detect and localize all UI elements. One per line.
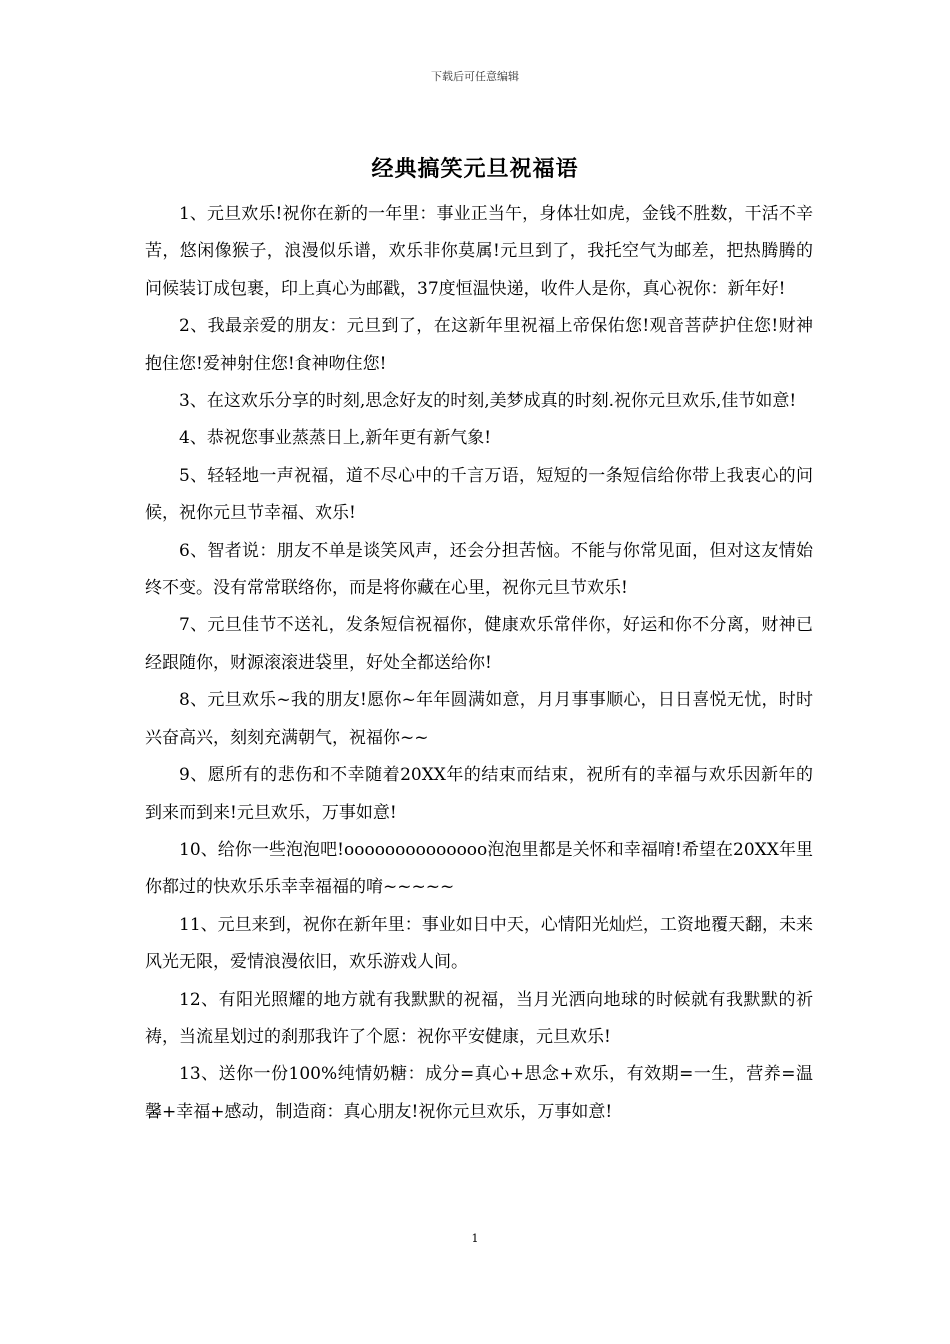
paragraph-5: 5、轻轻地一声祝福，道不尽心中的千言万语，短短的一条短信给你带上我衷心的问候，祝你元旦节幸福、欢乐!	[145, 465, 813, 524]
document-body	[145, 196, 813, 1131]
page-number: 1	[471, 1232, 479, 1245]
paragraph-9: 9、愿所有的悲伤和不幸随着20XX年的结束而结束，祝所有的幸福与欢乐因新年的到来而到来!元旦欢乐，万事如意!	[145, 765, 813, 823]
paragraph-6: 6、智者说：朋友不单是谈笑风声，还会分担苦恼。不能与你常见面，但对这友情始终不变。没有常常联络你，而是将你藏在心里，祝你元旦节欢乐!	[145, 540, 813, 599]
paragraph-2: 2、我最亲爱的朋友：元旦到了，在这新年里祝福上帝保佑您!观音菩萨护住您!财神抱住您!爱神射住您!食神吻住您!	[145, 316, 813, 374]
paragraph-3: 3、在这欢乐分享的时刻,思念好友的时刻,美梦成真的时刻.祝你元旦欢乐,佳节如意!	[179, 391, 797, 412]
header-note: 下载后可任意编辑	[431, 70, 519, 83]
page-title: 经典搞笑元旦祝福语	[371, 156, 579, 182]
paragraph-12: 12、有阳光照耀的地方就有我默默的祝福，当月光洒向地球的时候就有我默默的祈祷，当流星划过的刹那我许了个愿：祝你平安健康，元旦欢乐!	[145, 989, 813, 1047]
paragraph-11: 11、元旦来到，祝你在新年里：事业如日中天，心情阳光灿烂，工资地覆天翻，未来风光无限，爱情浪漫依旧，欢乐游戏人间。	[145, 914, 813, 973]
paragraph-10: 10、给你一些泡泡吧!oooooooooooooo泡泡里都是关怀和幸福唷!希望在20XX年里你都过的快欢乐乐幸幸福福的唷~~~~~	[145, 839, 813, 898]
paragraph-13: 13、送你一份100%纯情奶糖：成分=真心+思念+欢乐，有效期=一生，营养=温馨+幸福+感动，制造商：真心朋友!祝你元旦欢乐，万事如意!	[145, 1064, 813, 1122]
paragraph-1: 1、元旦欢乐!祝你在新的一年里：事业正当午，身体壮如虎，金钱不胜数，干活不辛苦，悠闲像猴子，浪漫似乐谱，欢乐非你莫属!元旦到了，我托空气为邮差，把热腾腾的问候装订成包裹，印上真心为邮戳，37度恒温快递，收件人是你，真心祝你：新年好!	[145, 204, 813, 299]
paragraph-7: 7、元旦佳节不送礼，发条短信祝福你，健康欢乐常伴你，好运和你不分离，财神已经跟随你，财源滚滚进袋里，好处全都送给你!	[145, 615, 813, 673]
paragraph-4: 4、恭祝您事业蒸蒸日上,新年更有新气象!	[179, 428, 492, 449]
paragraph-8: 8、元旦欢乐~我的朋友!愿你~年年圆满如意，月月事事顺心，日日喜悦无忧，时时兴奋高兴，刻刻充满朝气，祝福你~~	[145, 690, 813, 748]
